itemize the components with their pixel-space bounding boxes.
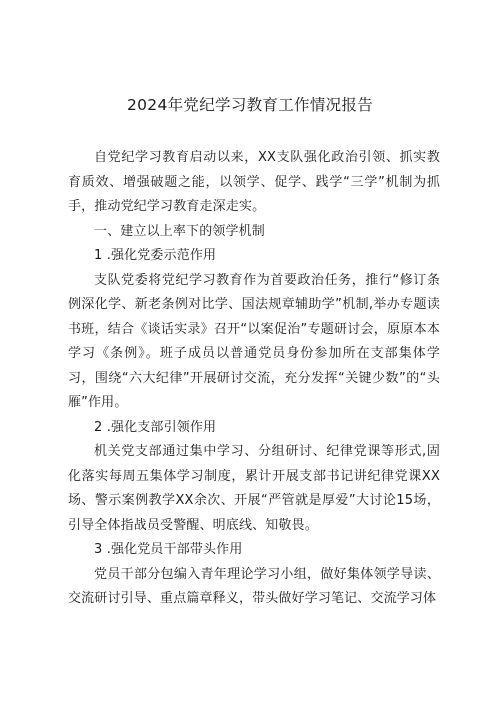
subsection-heading: 2 .强化支部引领作用: [94, 419, 217, 435]
body-paragraph: 党员干部分包编入青年理论学习小组，做好集体领学导读、交流研讨引导、重点篇章释义，带头做好学习笔记、交流学习体: [68, 566, 440, 606]
body-paragraph: 支队党委将党纪学习教育作为首要政治任务，推行“修订条例深化学、新老条例对比学、国法规章辅助学”机制,举办专题读书班，结合《谈话实录》召开“以案促治”专题研讨会，原原本本学习《条例》。班子成员以普通党员身份参加所在支部集体学习，围绕“六大纪律”开展研讨交流，充分发挥“关键少数”的“头雁”作用。: [68, 272, 440, 410]
subsection-heading: 3 .强化党员干部带头作用: [94, 542, 243, 557]
document-body: [68, 146, 440, 612]
intro-paragraph: 自党纪学习教育启动以来，XX支队强化政治引领、抓实教育质效、增强破题之能，以领学、促学、践学“三学”机制为抓手，推动党纪学习教育走深走实。: [68, 150, 440, 214]
section-heading: 一、建立以上率下的领学机制: [94, 223, 265, 239]
subsection-heading: 1 .强化党委示范作用: [94, 248, 217, 263]
document-title: 2024年党纪学习教育工作情况报告: [126, 96, 374, 114]
body-paragraph: 机关党支部通过集中学习、分组研讨、纪律党课等形式,固化落实每周五集体学习制度，累计开展支部书记讲纪律党课XX场、警示案例教学XX余次、开展“严管就是厚爱”大讨论15场，引导全体指战员受警醒、明底线、知敬畏。: [68, 444, 440, 533]
